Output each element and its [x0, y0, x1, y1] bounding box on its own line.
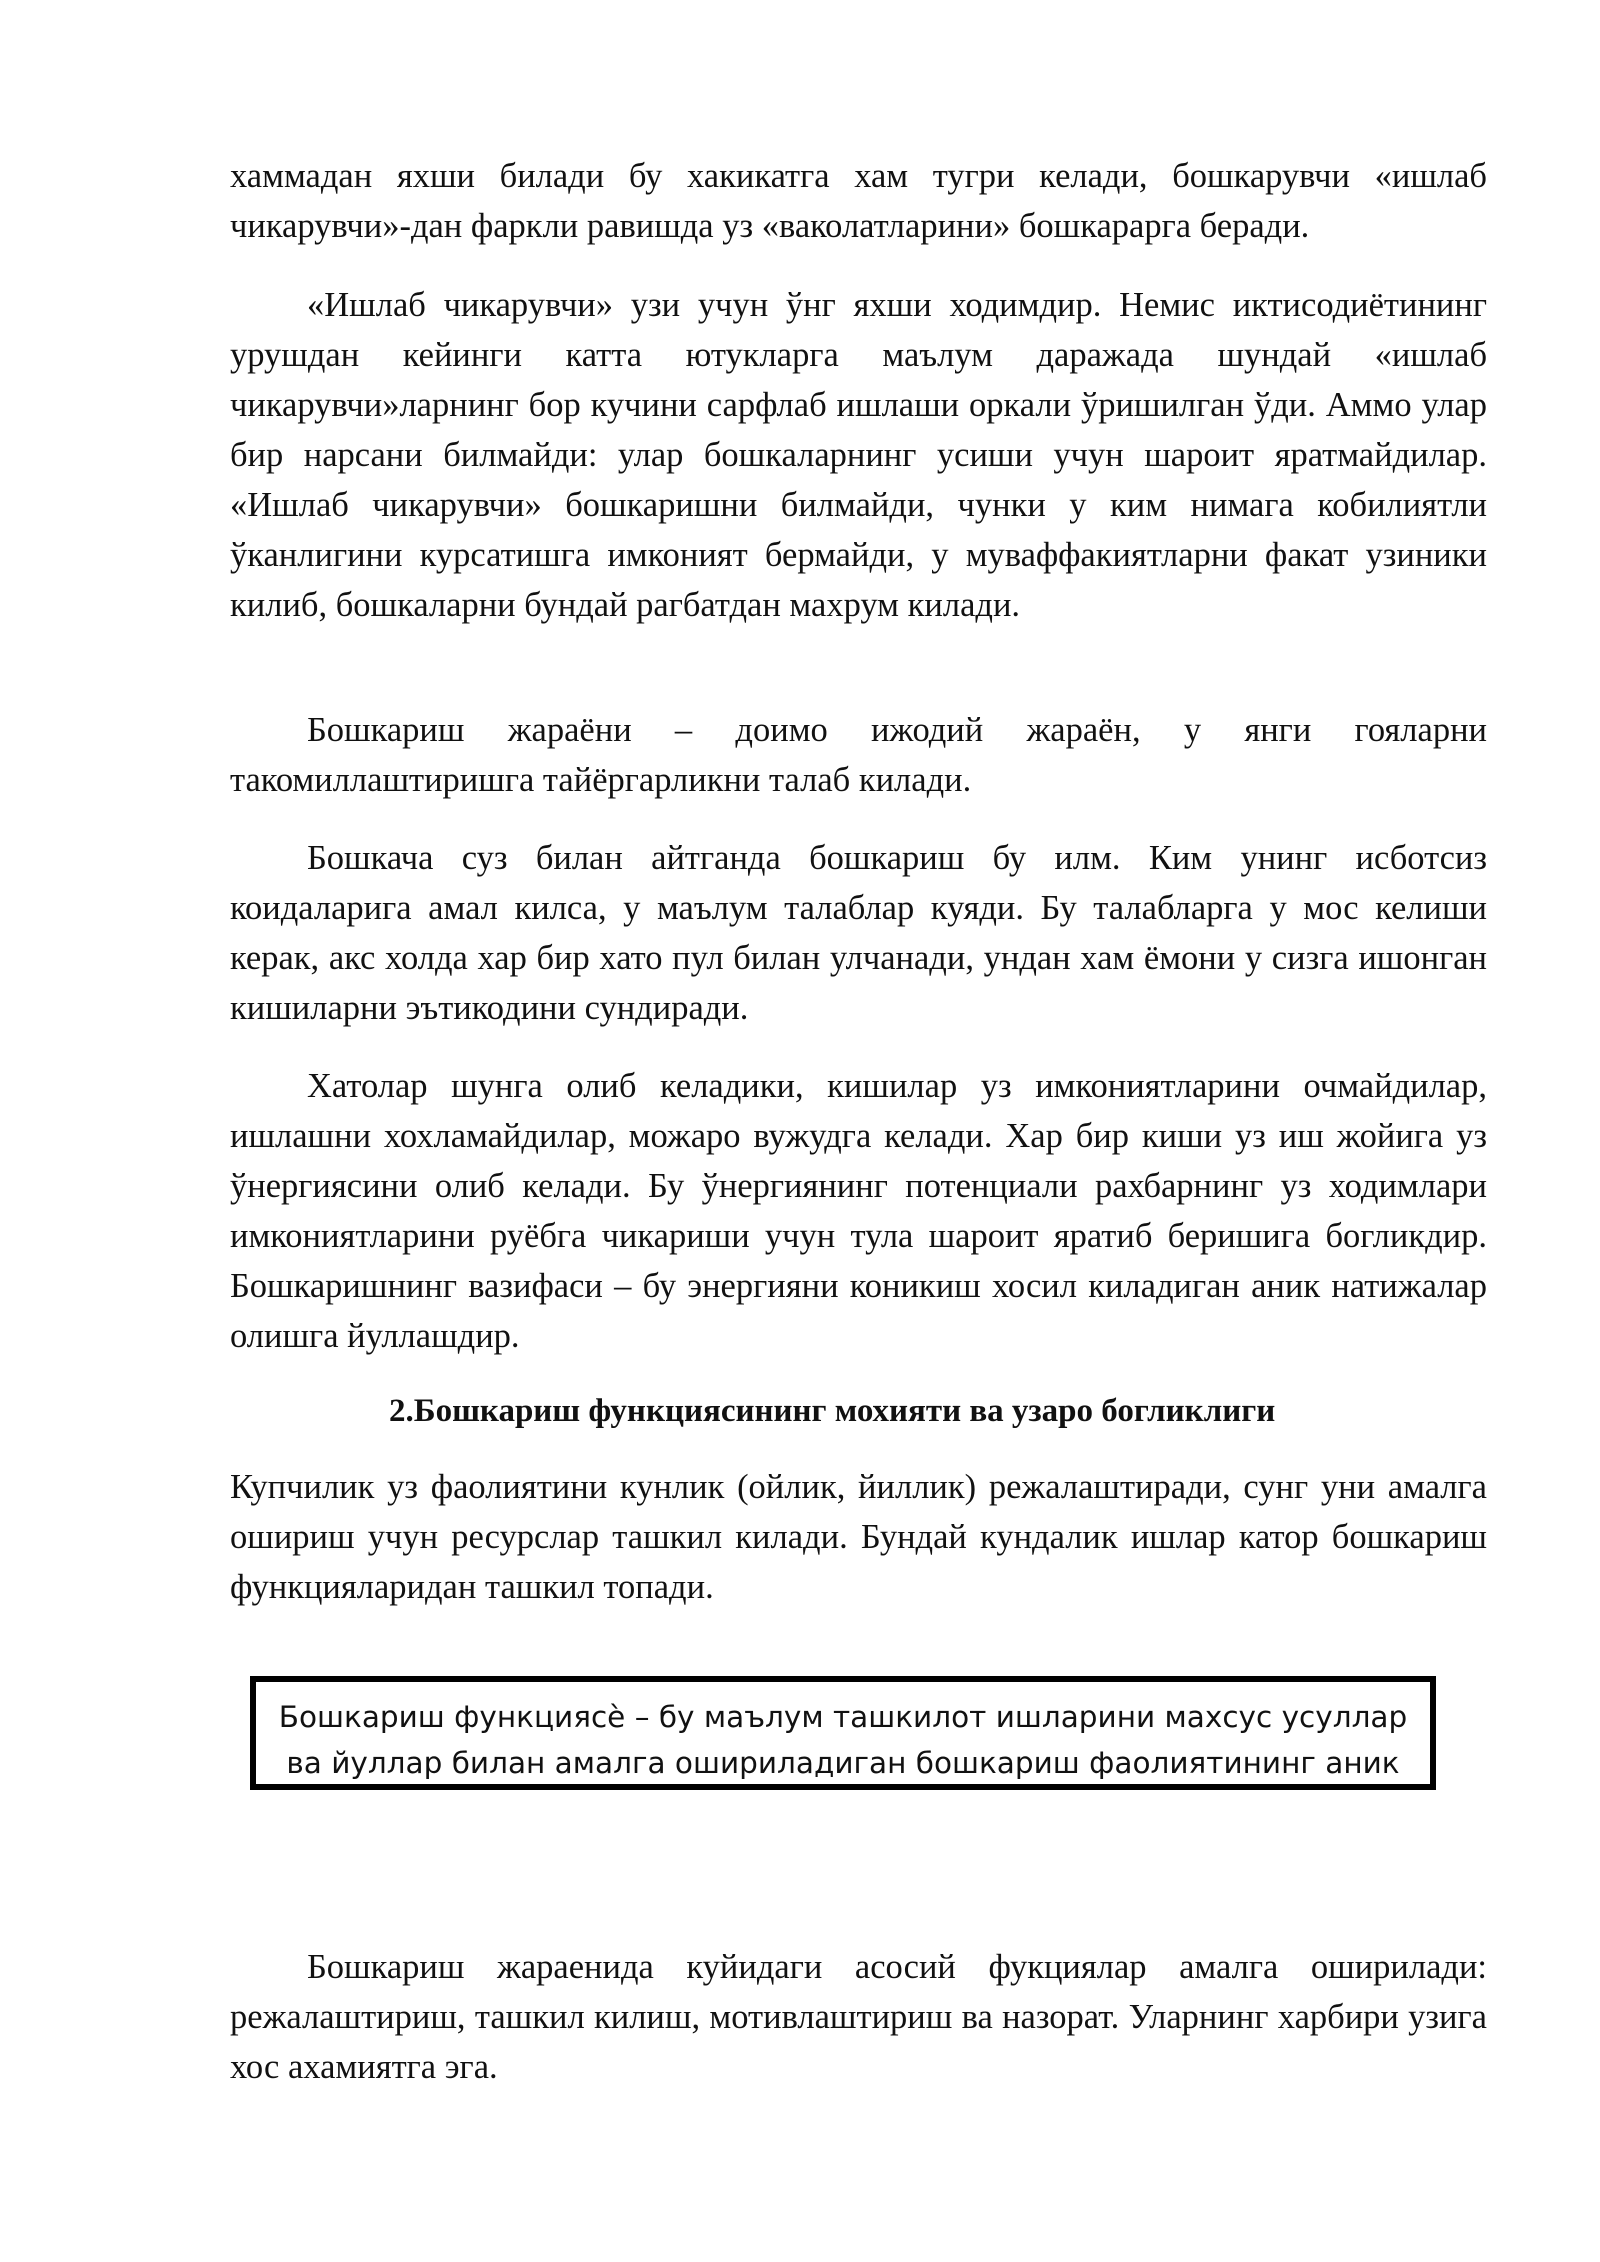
- paragraph-management-process: Бошкариш жараёни – доимо ижодий жараён, у янги гояларни такомиллаштиришга тайёргарликни талаб килади.: [230, 711, 1487, 799]
- paragraph-main-functions: Бошкариш жараенида куйидаги асосий фукциялар амалга оширилади: режалаштириш, ташкил килиш, мотивлаштириш ва назорат. Уларнинг харбири узига хос ахамиятга эга.: [230, 1948, 1487, 2086]
- paragraph-planning-intro: Купчилик уз фаолиятини кунлик (ойлик, йиллик) режалаштиради, сунг уни амалга ошириш учун ресурслар ташкил килади. Бундай кундалик ишлар катор бошкариш функцияларидан ташкил топади.: [230, 1468, 1487, 1606]
- definition-callout-box: [250, 1676, 1436, 1790]
- section-heading: 2.Бошкариш функциясининг мохияти ва узаро богликлиги: [389, 1393, 1276, 1429]
- paragraph-continuation: хаммадан яхши билади бу хакикатга хам тугри келади, бошкарувчи «ишлаб чикарувчи»-дан фаркли равишда уз «ваколатларини» бошкараргa беради.: [230, 157, 1487, 245]
- definition-callout-text: Бошкариш функциясѐ – бу маълум ташкилот ишларини махсус усуллар ва йуллар билан амалга ошириладиган бошкариш фаолиятининг аник: [278, 1700, 1408, 1780]
- paragraph-producer: «Ишлаб чикарувчи» узи учун ўнг яхши ходимдир. Немис иктисодиётининг урушдан кейинги катта ютукларга маълум даражада шундай «ишлаб чикарувчи»ларнинг бор кучини сарфлаб ишлаши оркали ўришилган ўди. Аммо улар бир нарсани билмайди: улар бошкаларнинг усиши учун шароит яратмайдилар. «Ишлаб чикарувчи» бошкаришни билмайди, чунки у ким нимага кобилиятли ўканлигини курсатишга имконият бермайди, у муваффакиятларни факат узиники килиб, бошкаларни бундай рагбатдан махрум килади.: [230, 286, 1487, 624]
- paragraph-mistakes: Хатолар шунга олиб келадики, кишилар уз имкониятларини очмайдилар, ишлашни хохламайдилар, можаро вужудга келади. Хар бир киши уз иш жойига уз ўнергиясини олиб келади. Бу ўнергиянинг потенциали рахбарнинг уз ходимлари имкониятларини руёбга чикариши учун тула шароит яратиб беришига богликдир. Бошкаришнинг вазифаси – бу энергияни коникиш хосил киладиган аник натижалар олишга йуллашдир.: [230, 1067, 1487, 1355]
- paragraph-management-science: Бошкача суз билан айтганда бошкариш бу илм. Ким унинг исботсиз коидаларига амал килса, у маълум талаблар куяди. Бу талабларга у мос келиши керак, акс холда хар бир хато пул билан улчанади, ундан хам ёмони у сизга ишонган кишиларни эътикодини сундиради.: [230, 839, 1487, 1027]
